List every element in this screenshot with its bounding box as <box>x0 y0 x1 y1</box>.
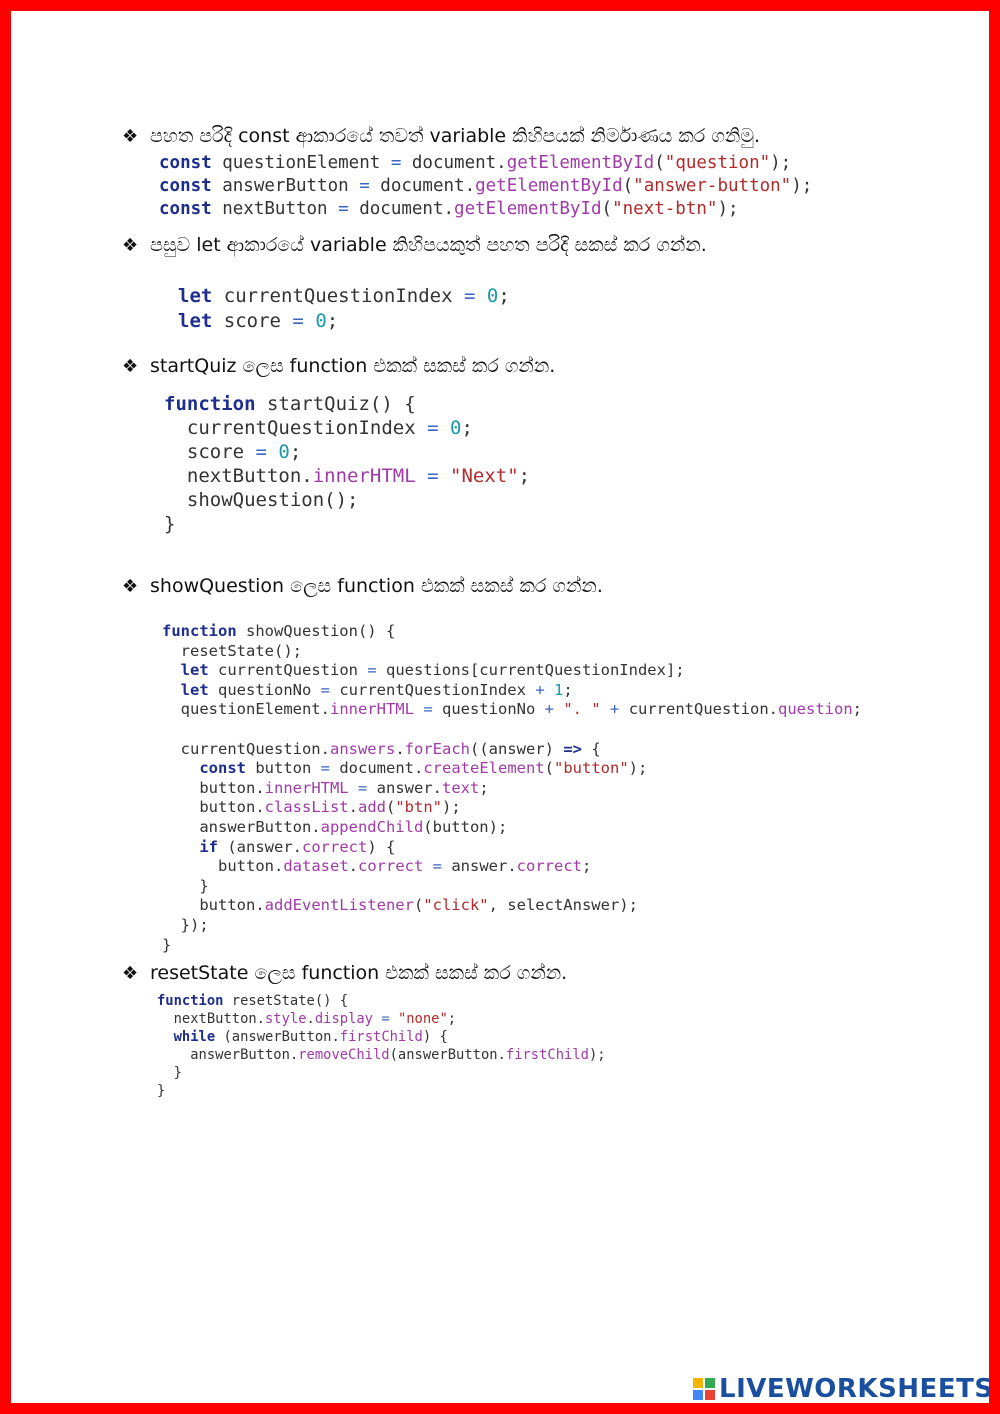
code-line: let score = 0; <box>178 310 339 332</box>
logo-square-icon <box>705 1390 715 1400</box>
logo-grid-icon <box>693 1378 715 1400</box>
bullet-icon: ❖ <box>122 963 139 984</box>
code-line: } <box>162 935 172 954</box>
instruction-text: showQuestion ලෙස function එකක් සකස් කර ගන්න. <box>150 575 603 597</box>
code-line: answerButton.appendChild(button); <box>162 817 508 836</box>
code-line: button.innerHTML = answer.text; <box>162 778 489 797</box>
code-line: let currentQuestion = questions[currentQuestionIndex]; <box>180 661 685 680</box>
code-start-quiz <box>164 392 530 536</box>
code-line: const nextButton = document.getElementById("next-btn"); <box>159 199 739 219</box>
instruction-start-quiz <box>122 354 555 379</box>
bullet-icon: ❖ <box>122 235 139 256</box>
code-line: function resetState() { <box>157 993 349 1009</box>
instruction-text: startQuiz ලෙස function එකක් සකස් කර ගන්න. <box>150 355 556 377</box>
code-line: const button = document.createElement("button"); <box>199 759 648 778</box>
liveworksheets-logo[interactable] <box>693 1374 994 1404</box>
bullet-icon: ❖ <box>122 576 139 597</box>
instruction-const <box>122 124 760 149</box>
code-line: } <box>157 1083 166 1099</box>
code-line: showQuestion(); <box>164 489 359 511</box>
code-let-vars <box>178 284 510 334</box>
code-line: button.classList.add("btn"); <box>162 798 461 817</box>
instruction-text: resetState ලෙස function එකක් සකස් කර ගන්න. <box>150 962 568 984</box>
code-const-vars <box>159 152 812 221</box>
code-reset-state <box>157 992 606 1100</box>
instruction-let <box>122 233 707 258</box>
code-line: button.dataset.correct = answer.correct; <box>162 857 592 876</box>
code-show-question <box>162 622 862 955</box>
code-line: while (answerButton.firstChild) { <box>173 1029 448 1045</box>
code-line: let currentQuestionIndex = 0; <box>178 285 510 307</box>
logo-square-icon <box>693 1378 703 1388</box>
code-line: if (answer.correct) { <box>199 837 396 856</box>
brand-name: LIVEWORKSHEETS <box>719 1374 994 1404</box>
code-line: resetState(); <box>162 641 302 660</box>
instruction-show-question <box>122 574 603 599</box>
code-line: } <box>162 876 209 895</box>
code-line: const questionElement = document.getElementById("question"); <box>159 153 792 173</box>
code-line: nextButton.innerHTML = "Next"; <box>164 465 531 487</box>
code-line: score = 0; <box>164 441 302 463</box>
instruction-text: පහත පරිදි const ආකාරයේ තවත් variable කිහිපයක් නිර්මාණය කර ගනිමු. <box>150 125 761 147</box>
code-line: currentQuestion.answers.forEach((answer) => { <box>162 739 601 758</box>
bullet-icon: ❖ <box>122 126 139 147</box>
code-line: function showQuestion() { <box>162 622 396 640</box>
logo-square-icon <box>705 1378 715 1388</box>
code-line: let questionNo = currentQuestionIndex + 1; <box>180 680 573 699</box>
code-line <box>162 720 862 740</box>
code-line: const answerButton = document.getElementById("answer-button"); <box>159 176 813 196</box>
instruction-text: පසුව let ආකාරයේ variable කිහිපයකුත් පහත පරිදි සකස් කර ගන්න. <box>150 234 707 256</box>
code-line: button.addEventListener("click", selectAnswer); <box>162 896 638 915</box>
code-line: } <box>157 1065 182 1081</box>
code-line: }); <box>162 915 209 934</box>
logo-square-icon <box>693 1390 703 1400</box>
bullet-icon: ❖ <box>122 356 139 377</box>
instruction-reset-state <box>122 961 567 986</box>
code-line: } <box>164 513 176 535</box>
code-line: answerButton.removeChild(answerButton.firstChild); <box>157 1047 606 1063</box>
code-line: currentQuestionIndex = 0; <box>164 417 473 439</box>
code-line: questionElement.innerHTML = questionNo + ". " + currentQuestion.question; <box>162 700 862 719</box>
code-line: function startQuiz() { <box>164 393 416 415</box>
code-line: nextButton.style.display = "none"; <box>157 1011 457 1027</box>
